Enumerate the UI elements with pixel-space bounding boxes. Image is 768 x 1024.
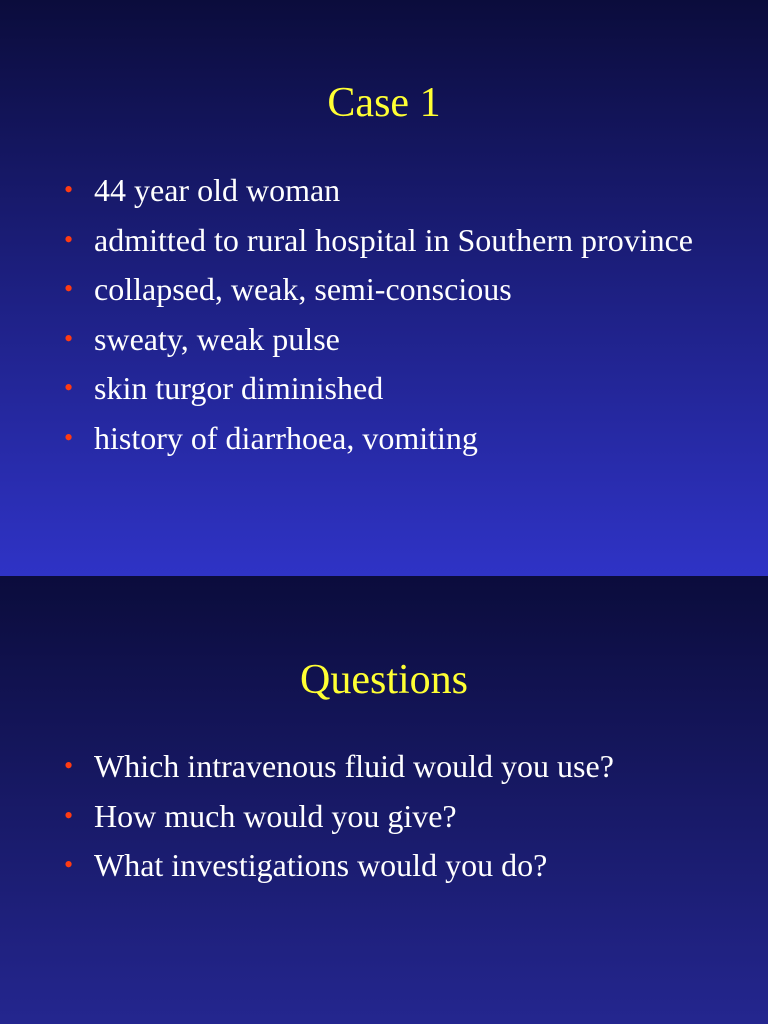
bullet-item <box>64 269 724 309</box>
bullet-dot-icon: • <box>64 373 74 402</box>
bullet-item <box>64 418 724 458</box>
bullet-dot-icon: • <box>64 800 74 830</box>
bullet-dot-icon: • <box>64 224 74 254</box>
bullet-text: 44 year old woman <box>94 172 341 208</box>
bullet-text: sweaty, weak pulse <box>94 320 340 357</box>
bullet-item <box>64 220 724 260</box>
bullet-dot-icon: • <box>64 323 74 353</box>
bullet-item <box>64 170 724 210</box>
bullet-item <box>64 319 724 359</box>
slide-title: Questions <box>300 657 468 703</box>
bullet-item <box>64 796 724 836</box>
bullet-item <box>64 746 724 786</box>
slide-title: Case 1 <box>327 80 441 126</box>
bullet-item <box>64 845 724 885</box>
bullet-dot-icon: • <box>64 850 74 879</box>
bullet-text: history of diarrhoea, vomiting <box>94 419 478 456</box>
bullet-dot-icon: • <box>64 422 74 452</box>
bullet-text: What investigations would you do? <box>94 847 548 883</box>
bullet-text: How much would you give? <box>94 797 457 834</box>
bullet-dot-icon: • <box>64 751 74 780</box>
bullet-list <box>64 746 724 895</box>
bullet-text: admitted to rural hospital in Southern province <box>94 221 693 258</box>
bullet-text: Which intravenous fluid would you use? <box>94 748 614 784</box>
slide-questions <box>0 576 768 1024</box>
bullet-dot-icon: • <box>64 175 74 204</box>
bullet-list <box>64 170 724 467</box>
bullet-item <box>64 368 724 408</box>
bullet-text: collapsed, weak, semi-conscious <box>94 271 512 307</box>
bullet-text: skin turgor diminished <box>94 370 384 406</box>
bullet-dot-icon: • <box>64 274 74 303</box>
